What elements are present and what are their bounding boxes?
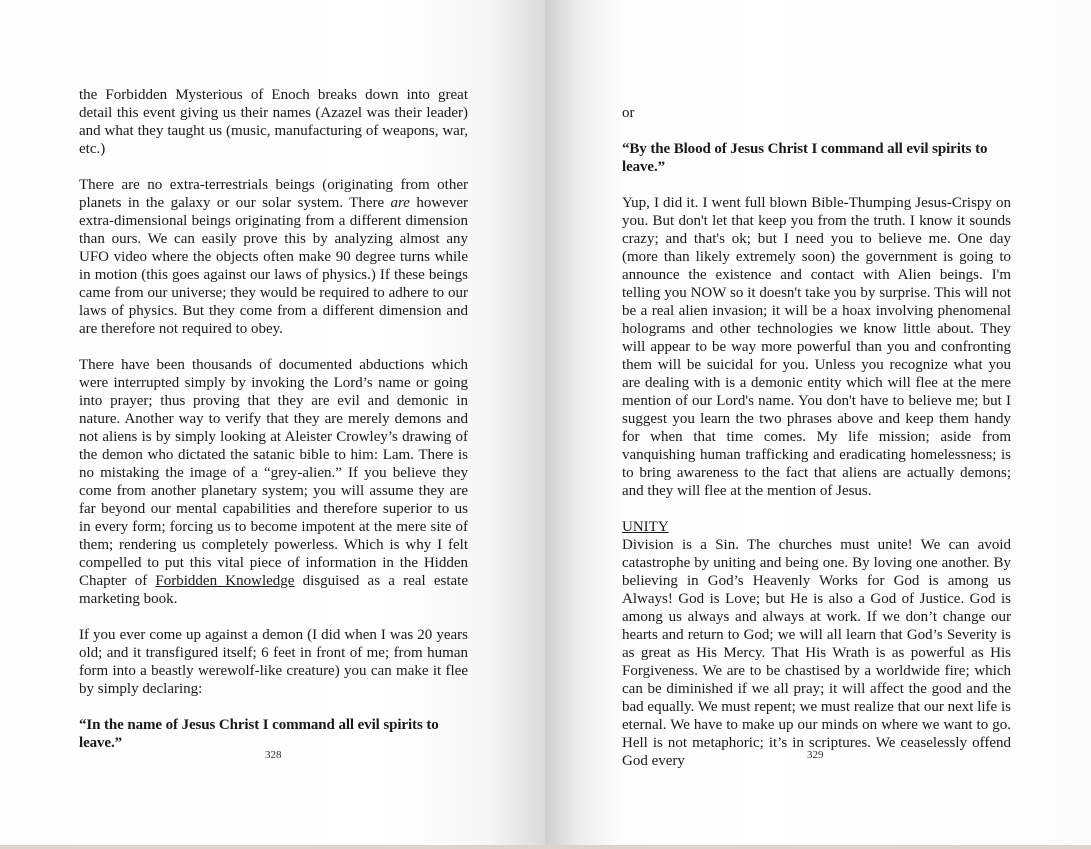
paragraph: [79, 176, 468, 338]
right-page-text: [622, 104, 1011, 770]
or-line: or: [622, 105, 635, 121]
section-heading: UNITY: [622, 519, 669, 535]
paragraph-text: however extra-dimensional beings originating from a different dimension than ours. We can easily prove this by analyzing almost any UFO video where the objects often make 90 degree turns while in motion (this goes against our laws of physics.) If these beings came from our universe; they would be required to adhere to our laws of physics. But they come from a different dimension and are therefore not required to obey.: [79, 195, 468, 337]
paragraph-text: There are no extra-terrestrials beings (originating from other planets in the galaxy or our solar system. There: [79, 177, 468, 211]
right-page: [545, 0, 1091, 845]
paragraph-text: disguised as a real estate marketing book.: [79, 573, 468, 607]
paragraph: [79, 356, 468, 608]
emphasis-text: are: [390, 195, 410, 211]
left-page: [0, 0, 545, 845]
left-page-text: [79, 86, 468, 752]
page-number: 329: [807, 749, 824, 761]
paragraph: the Forbidden Mysterious of Enoch breaks down into great detail this event giving us their names (Azazel was their leader) and what they taught us (music, manufacturing of weapons, war, etc.): [79, 87, 468, 157]
book-edge: [0, 845, 1091, 849]
paragraph: If you ever come up against a demon (I did when I was 20 years old; and it transfigured itself; 6 feet in front of me; from human form into a beastly werewolf-like creature) you can make it flee by simply declaring:: [79, 627, 468, 697]
page-number: 328: [265, 749, 282, 761]
forbidden-knowledge-link: Forbidden Knowledge: [155, 573, 295, 589]
quote-line: “By the Blood of Jesus Christ I command all evil spirits to leave.”: [622, 141, 988, 175]
quote-line: “In the name of Jesus Christ I command all evil spirits to leave.”: [79, 717, 439, 751]
paragraph-text: There have been thousands of documented abductions which were interrupted simply by invoking the Lord’s name or going into prayer; thus proving that they are evil and demonic in nature. Another way to verify that they are merely demons and not aliens is by simply looking at Aleister Crowley’s drawing of the demon who dictated the satanic bible to him: Lam. There is no mistaking the image of a “grey-alien.” If you believe they come from another planetary system; you will assume they are far beyond our mental capabilities and therefore superior to us in every form; forcing us to become impotent at the mere site of them; rendering us completely powerless. Which is why I felt compelled to put this vital piece of information in the Hidden Chapter of: [79, 357, 468, 589]
paragraph: Yup, I did it. I went full blown Bible-Thumping Jesus-Crispy on you. But don't let that keep you from the truth. I know it sounds crazy; and that's ok; but I need you to believe me. One day (more than likely extremely soon) the government is going to announce the existence and contact with Alien beings. I'm telling you NOW so it doesn't take you by surprise. This will not be a real alien invasion; it will be a hoax involving phenomenal holograms and other technologies we know little about. They will appear to be way more powerful than you and confronting them will be suicidal for you. Unless you recognize what you are dealing with is a demonic entity which will flee at the mere mention of our Lord's name. You don't have to believe me; but I suggest you learn the two phrases above and keep them handy for when that time comes. My life mission; aside from vanquishing human trafficking and eradicating homelessness; is to bring awareness to the fact that aliens are actually demons; and they will flee at the mention of Jesus.: [622, 195, 1011, 499]
paragraph: Division is a Sin. The churches must unite! We can avoid catastrophe by uniting and being one. By loving one another. By believing in God’s Heavenly Works for God is among us Always! God is Love; but He is also a God of Justice. God is among us always and always at work. If we don’t change our hearts and return to God; we will all learn that God’s Severity is as great as His Mercy. That His Wrath is as powerful as His Forgiveness. We are to be chastised by a worldwide fire; which can be diminished if we all pray; it will affect the good and the bad equally. We must repent; we must realize that our next life is eternal. We have to make up our minds on where we want to go. Hell is not metaphoric; it’s in scriptures. We ceaselessly offend God every: [622, 537, 1011, 769]
